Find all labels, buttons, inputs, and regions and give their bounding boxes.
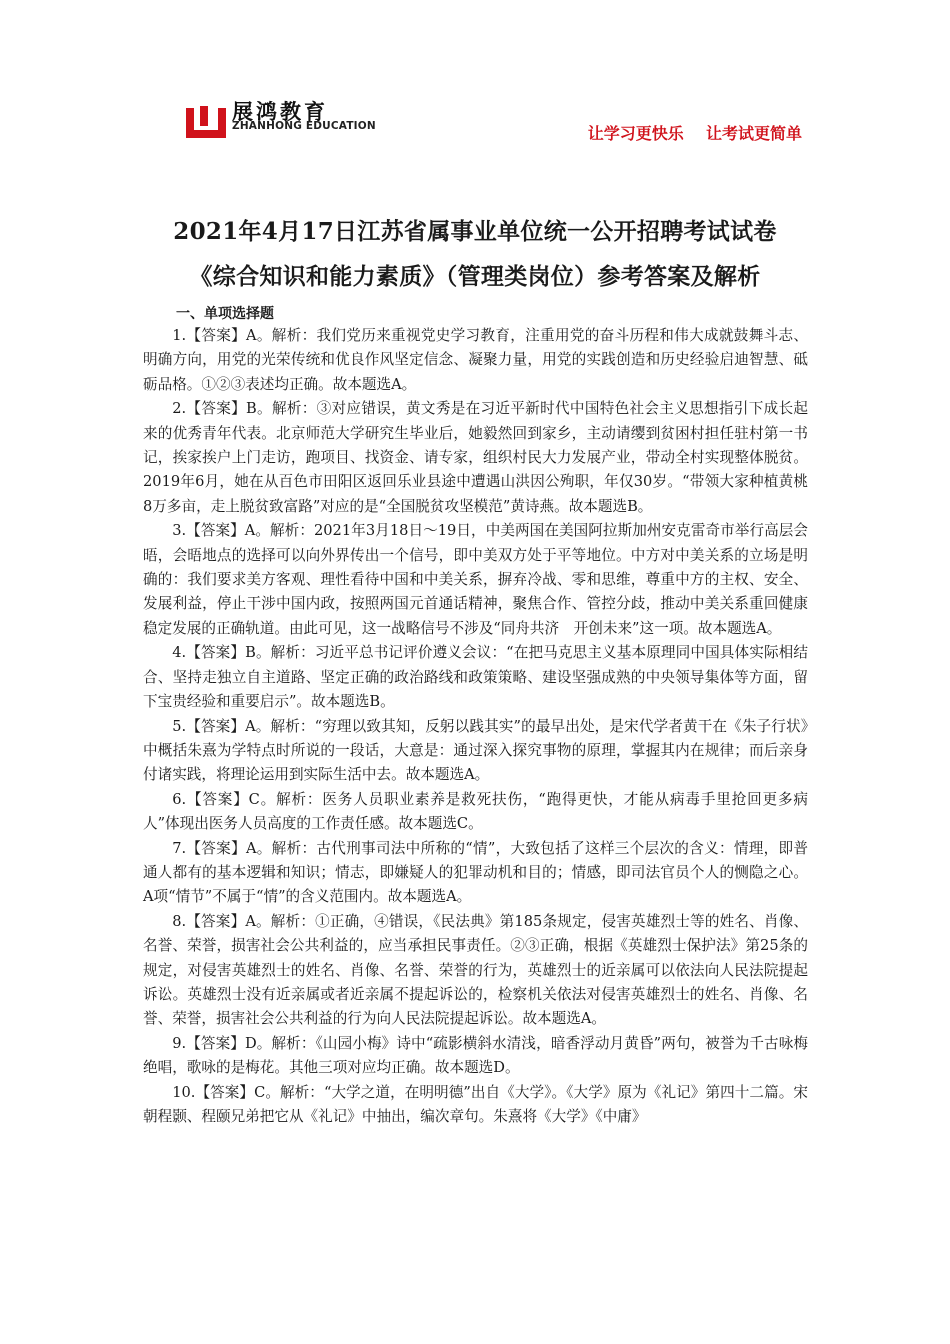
answer-list bbox=[143, 324, 808, 1129]
section-heading: 一、单项选择题 bbox=[176, 306, 274, 322]
slogan: 让学习更快乐 让考试更简单 bbox=[587, 124, 802, 143]
document-title-line-1: 2021年4月17日江苏省属事业单位统一公开招聘考试试卷 bbox=[173, 218, 777, 245]
answer-paragraph: 1.【答案】A。解析：我们党历来重视党史学习教育，注重用党的奋斗历程和伟大成就鼓舞斗志、明确方向，用党的光荣传统和优良作风坚定信念、凝聚力量，用党的实践创造和历史经验启迪智慧、砥砺品格。①②③表述均正确。故本题选A。 bbox=[143, 327, 808, 393]
answer-paragraph: 10.【答案】C。解析：“大学之道，在明明德”出自《大学》。《大学》原为《礼记》第四十二篇。宋朝程颢、程颐兄弟把它从《礼记》中抽出，编次章句。朱熹将《大学》《中庸》 bbox=[143, 1083, 808, 1125]
answer-paragraph: 9.【答案】D。解析：《山园小梅》诗中“疏影横斜水清浅，暗香浮动月黄昏”两句，被誉为千古咏梅绝唱，歌咏的是梅花。其他三项对应均正确。故本题选D。 bbox=[143, 1034, 808, 1077]
answer-paragraph: 7.【答案】A。解析：古代刑事司法中所称的“情”，大致包括了这样三个层次的含义：情理，即普通人都有的基本逻辑和知识；情志，即嫌疑人的犯罪动机和目的；情感，即司法官员个人的恻隐之心。A项“情节”不属于“情”的含义范围内。故本题选A。 bbox=[143, 839, 808, 906]
logo-chinese-text: 展鸿教育 bbox=[232, 100, 328, 122]
zhanhong-logo-icon bbox=[186, 106, 226, 138]
answer-paragraph: 2.【答案】B。解析：③对应错误，黄文秀是在习近平新时代中国特色社会主义思想指引下成长起来的优秀青年代表。北京师范大学研究生毕业后，她毅然回到家乡，主动请缨到贫困村担任驻村第一书记，挨家挨户上门走访，跑项目、找资金、请专家，组织村民大力发展产业，带动全村实现整体脱贫。2019年6月，她在从百色市田阳区返回乐业县途中遭遇山洪因公殉职，年仅30岁。“带领大家种植黄桃8万多亩，走上脱贫致富路”对应的是“全国脱贫攻坚模范”黄诗燕。故本题选B。 bbox=[143, 400, 808, 515]
answer-paragraph: 4.【答案】B。解析：习近平总书记评价遵义会议：“在把马克思主义基本原理同中国具体实际相结合、坚持走独立自主道路、坚定正确的政治路线和政策策略、建设坚强成熟的中央领导集体等方面，留下宝贵经验和重要启示”。故本题选B。 bbox=[143, 644, 808, 711]
answer-paragraph: 3.【答案】A。解析：2021年3月18日～19日，中美两国在美国阿拉斯加州安克雷奇市举行高层会晤，会晤地点的选择可以向外界传出一个信号，即中美双方处于平等地位。中方对中美关系的立场是明确的：我们要求美方客观、理性看待中国和中美关系，摒弃冷战、零和思维，尊重中方的主权、安全、发展利益，停止干涉中国内政，按照两国元首通话精神，聚焦合作、管控分歧，推动中美关系重回健康稳定发展的正确轨道。由此可见，这一战略信号不涉及“同舟共济 开创未来”这一项。故本题选A。 bbox=[143, 522, 808, 637]
logo-english-text: ZHANHONG EDUCATION bbox=[232, 120, 376, 132]
document-title-line-2: 《综合知识和能力素质》（管理类岗位）参考答案及解析 bbox=[189, 263, 761, 290]
page-header bbox=[0, 0, 950, 160]
answer-paragraph: 8.【答案】A。解析：①正确，④错误，《民法典》第185条规定，侵害英雄烈士等的姓名、肖像、名誉、荣誉，损害社会公共利益的，应当承担民事责任。②③正确，根据《英雄烈士保护法》第25条的规定，对侵害英雄烈士的姓名、肖像、名誉、荣誉的行为，英雄烈士的近亲属可以依法向人民法院提起诉讼。英雄烈士没有近亲属或者近亲属不提起诉讼的，检察机关依法对侵害英雄烈士的姓名、肖像、名誉、荣誉，损害社会公共利益的行为向人民法院提起诉讼。故本题选A。 bbox=[143, 912, 808, 1028]
answer-paragraph: 5.【答案】A。解析：“穷理以致其知，反躬以践其实”的最早出处，是宋代学者黄干在《朱子行状》中概括朱熹为学特点时所说的一段话，大意是：通过深入探究事物的原理，掌握其内在规律；而后亲身付诸实践，将理论运用到实际生活中去。故本题选A。 bbox=[143, 717, 808, 784]
logo bbox=[186, 100, 386, 140]
answer-paragraph: 6.【答案】C。解析：医务人员职业素养是救死扶伤，“跑得更快，才能从病毒手里抢回更多病人”体现出医务人员高度的工作责任感。故本题选C。 bbox=[143, 790, 808, 833]
